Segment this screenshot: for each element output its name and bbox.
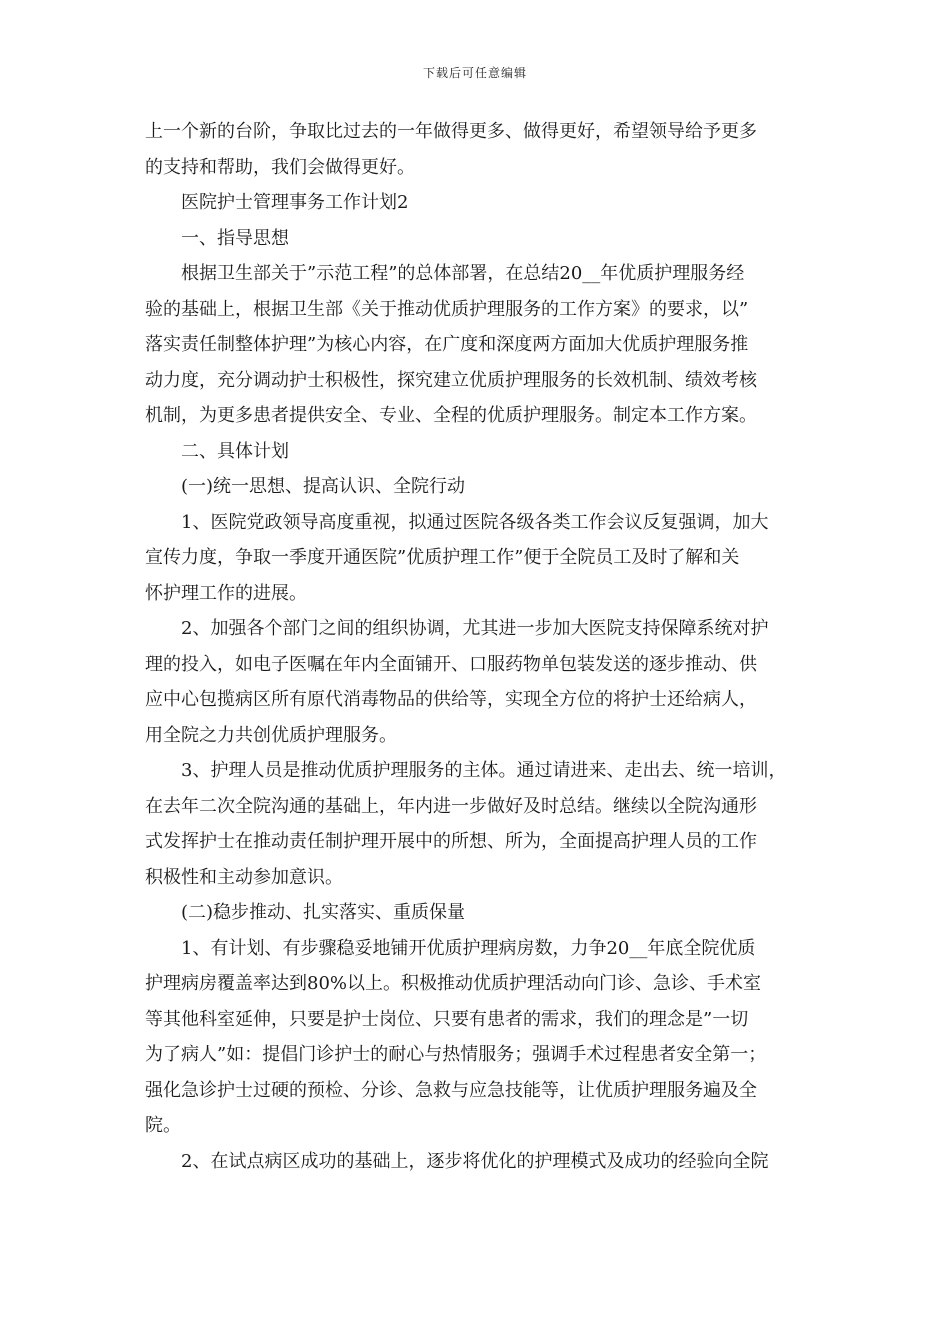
text-line: 验的基础上，根据卫生部《关于推动优质护理服务的工作方案》的要求，以” [145, 298, 749, 320]
text-line: 护理病房覆盖率达到80%以上。积极推动优质护理活动向门诊、急诊、手术室 [145, 973, 762, 994]
text-line: 落实责任制整体护理”为核心内容，在广度和深度两方面加大优质护理服务推 [145, 334, 749, 355]
text-line: 1、医院党政领导高度重视，拟通过医院各级各类工作会议反复强调，加大 [181, 511, 769, 533]
text-line: 理的投入，如电子医嘱在年内全面铺开、口服药物单包装发送的逐步推动、供 [145, 653, 757, 675]
text-line: (二)稳步推动、扎实落实、重质保量 [181, 902, 466, 923]
text-line: 等其他科室延伸，只要是护士岗位、只要有患者的需求，我们的理念是”一切 [145, 1008, 749, 1030]
text-line: 积极性和主动参加意识。 [145, 866, 343, 888]
text-line: 动力度，充分调动护士积极性，探究建立优质护理服务的长效机制、绩效考核 [145, 369, 757, 391]
text-line: 怀护理工作的进展。 [145, 582, 307, 604]
text-line: 3、护理人员是推动优质护理服务的主体。通过请进来、走出去、统一培训， [181, 760, 787, 781]
text-line: 机制，为更多患者提供安全、专业、全程的优质护理服务。制定本工作方案。 [145, 405, 757, 426]
text-line: 上一个新的台阶，争取比过去的一年做得更多、做得更好，希望领导给予更多 [145, 121, 757, 142]
text-line: 强化急诊护士过硬的预检、分诊、急救与应急技能等，让优质护理服务遍及全 [145, 1079, 757, 1101]
text-line: 宣传力度，争取一季度开通医院”优质护理工作”便于全院员工及时了解和关 [145, 547, 740, 568]
text-line: 二、具体计划 [181, 440, 289, 462]
text-line: 用全院之力共创优质护理服务。 [145, 724, 397, 746]
text-line: 根据卫生部关于”示范工程”的总体部署，在总结20__年优质护理服务经 [181, 263, 745, 284]
text-line: 式发挥护士在推动责任制护理开展中的所想、所为，全面提高护理人员的工作 [145, 831, 757, 852]
text-line: (一)统一思想、提高认识、全院行动 [181, 476, 466, 497]
text-line: 医院护士管理事务工作计划2 [181, 192, 409, 213]
text-line: 1、有计划、有步骤稳妥地铺开优质护理病房数，力争20__年底全院优质 [181, 937, 756, 959]
document-body [145, 114, 805, 1179]
text-line: 院。 [145, 1115, 181, 1136]
text-line: 在去年二次全院沟通的基础上，年内进一步做好及时总结。继续以全院沟通形 [145, 795, 757, 817]
text-line: 为了病人”如：提倡门诊护士的耐心与热情服务；强调手术过程患者安全第一； [145, 1044, 767, 1065]
text-line: 2、加强各个部门之间的组织协调，尤其进一步加大医院支持保障系统对护 [181, 618, 769, 639]
text-line: 一、指导思想 [181, 227, 289, 249]
text-line: 2、在试点病区成功的基础上，逐步将优化的护理模式及成功的经验向全院 [181, 1150, 769, 1172]
text-line: 应中心包揽病区所有原代消毒物品的供给等，实现全方位的将护士还给病人， [145, 689, 757, 710]
text-line: 的支持和帮助，我们会做得更好。 [145, 156, 415, 178]
page-header-note: 下载后可任意编辑 [422, 66, 527, 80]
